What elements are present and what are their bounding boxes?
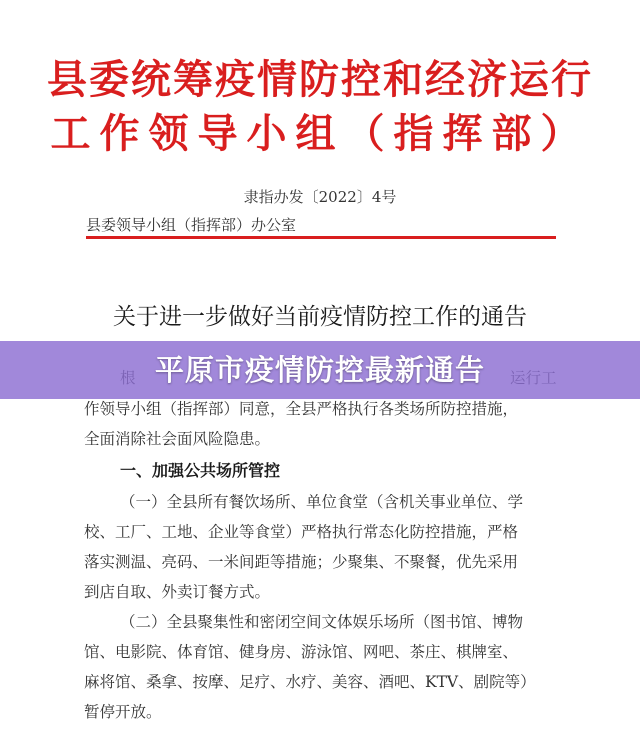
intro-line: 全面消除社会面风险隐患。 (84, 430, 271, 448)
header-title-line2: 工作领导小组（指挥部） (50, 110, 590, 157)
paragraph-line: 到店自取、外卖订餐方式。 (84, 583, 271, 601)
paragraph-line: 麻将馆、桑拿、按摩、足疗、水疗、美容、酒吧、KTV、剧院等） (84, 673, 536, 691)
section-heading: 一、加强公共场所管控 (120, 461, 281, 480)
paragraph-line: 馆、电影院、体育馆、健身房、游泳馆、网吧、茶庄、棋牌室、 (84, 643, 519, 661)
paragraph-line: （二）全县聚集性和密闭空间文体娱乐场所（图书馆、博物 (120, 613, 524, 631)
paragraph-line: （一）全县所有餐饮场所、单位食堂（含机关事业单位、学 (120, 493, 524, 511)
header-divider (86, 236, 556, 239)
header-title-line1: 县委统筹疫情防控和经济运行 (47, 56, 593, 103)
paragraph-line: 校、工厂、工地、企业等食堂）严格执行常态化防控措施，严格 (84, 523, 519, 541)
paragraph-line: 暂停开放。 (84, 703, 162, 721)
issuing-office: 县委领导小组（指挥部）办公室 (86, 216, 297, 234)
notice-title: 关于进一步做好当前疫情防控工作的通告 (113, 304, 527, 330)
paragraph-line: 落实测温、亮码、一米间距等措施；少聚集、不聚餐，优先采用 (84, 553, 519, 571)
intro-line: 作领导小组（指挥部）同意，全县严格执行各类场所防控措施， (84, 400, 519, 418)
banner-title: 平原市疫情防控最新通告 (154, 353, 485, 387)
document-number: 隶指办发〔2022〕4号 (243, 188, 397, 206)
